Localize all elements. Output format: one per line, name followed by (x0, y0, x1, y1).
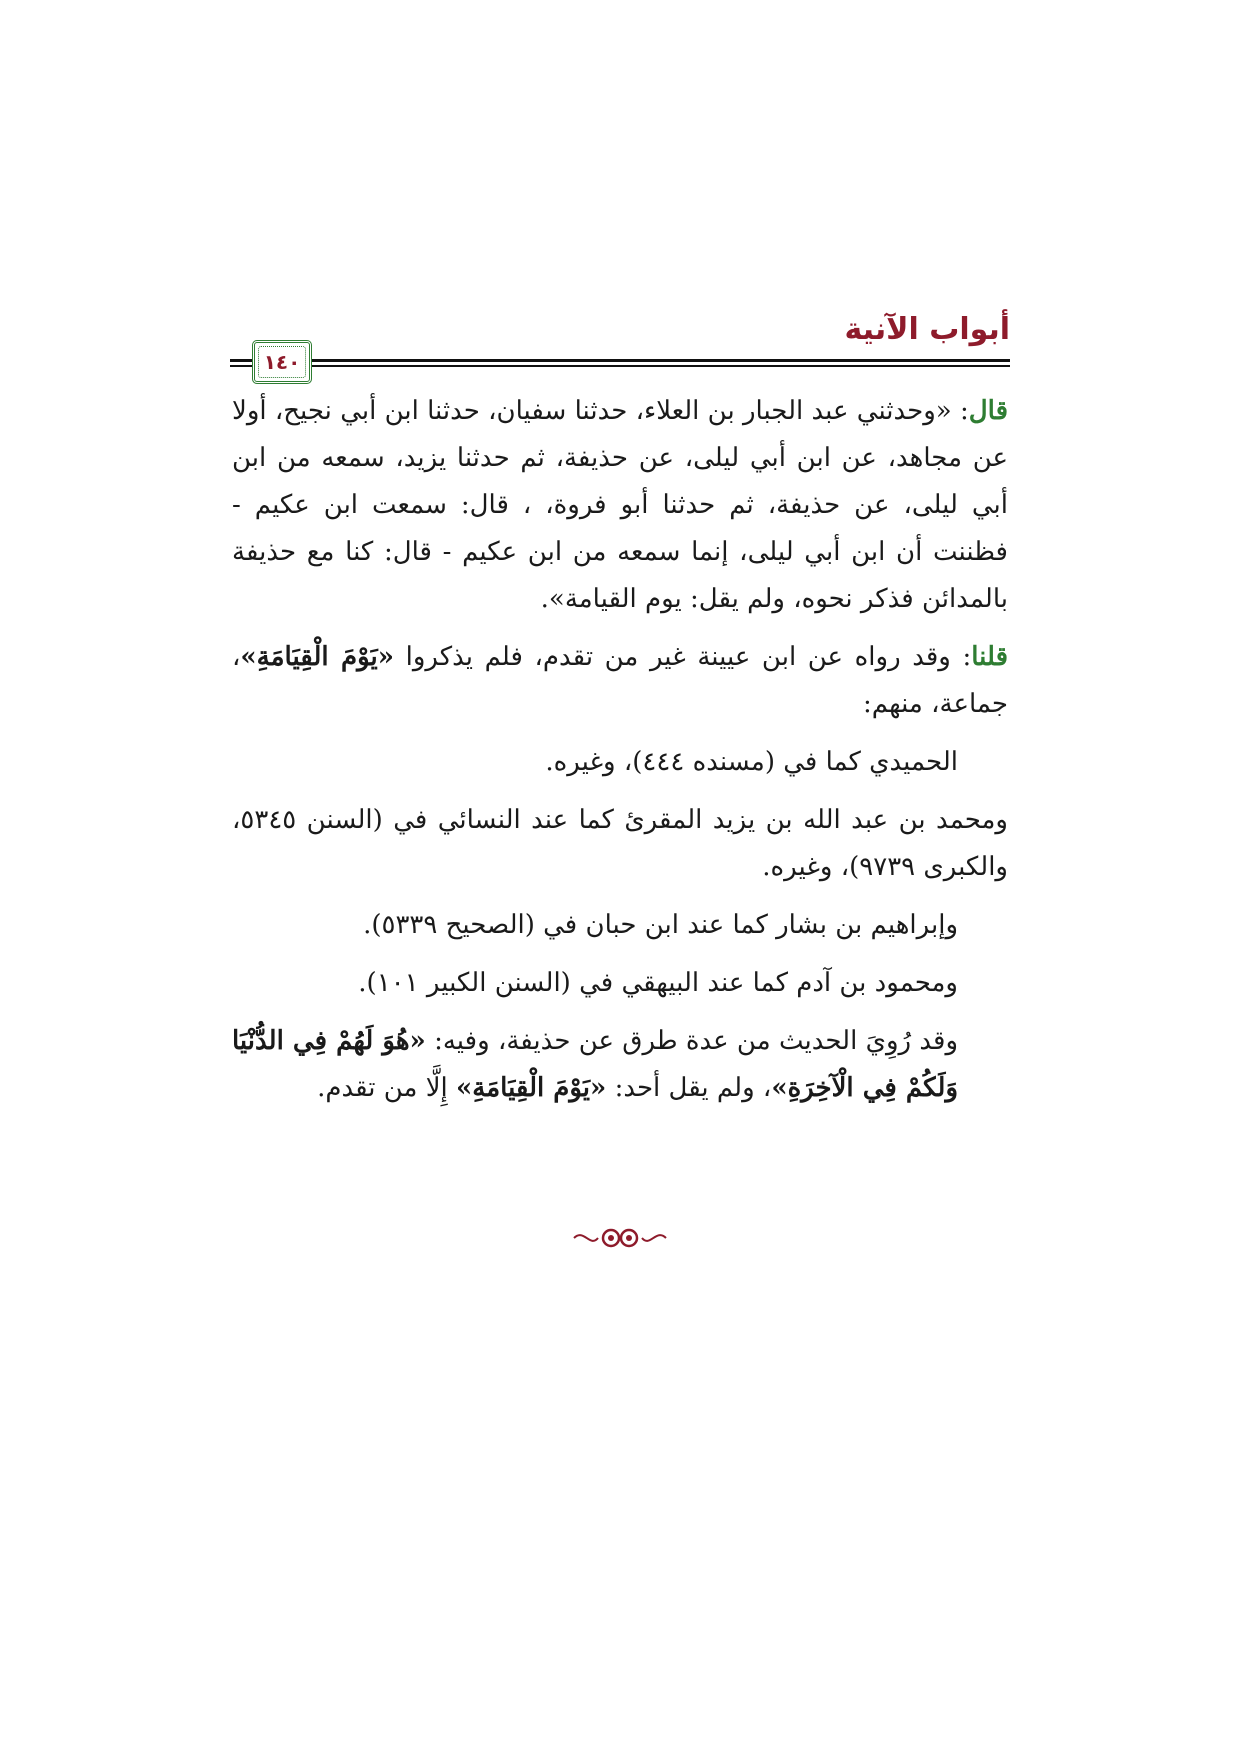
paragraph-text: : وقد رواه عن ابن عيينة غير من تقدم، فلم يذكروا (405, 642, 972, 672)
page-number-badge (252, 340, 312, 384)
paragraph-lead: قال (968, 396, 1008, 426)
paragraph-text: ، ولم يقل أحد: (614, 1073, 772, 1103)
section-end-ornament-icon (570, 1225, 670, 1251)
header-rule-thick (230, 359, 1010, 362)
quoted-phrase: «يَوْمَ الْقِيَامَةِ» (240, 642, 394, 672)
paragraph-text: ومحمود بن آدم كما عند البيهقي في (السنن الكبير ١٠١). (358, 968, 958, 998)
paragraph-lead: قلنا (971, 642, 1009, 672)
page-body (232, 388, 1008, 1123)
paragraph-text: الحميدي كما في (مسنده ٤٤٤)، وغيره. (545, 747, 958, 777)
paragraph-5 (232, 902, 1008, 949)
paragraph-text: وقد رُوِيَ الحديث من عدة طرق عن حذيفة، وفيه: (434, 1026, 959, 1056)
header-rule-thin (230, 365, 1010, 367)
quoted-phrase: «هُوَ لَهُمْ فِي الدُّنْيَا وَلَكُمْ فِي الْآخِرَةِ» (232, 1026, 958, 1103)
quoted-phrase: «يَوْمَ الْقِيَامَةِ» (456, 1073, 607, 1103)
page-number: ١٤٠ (263, 350, 301, 374)
paragraph-6 (232, 960, 1008, 1007)
paragraph-4 (232, 797, 1008, 891)
paragraph-7 (232, 1018, 1008, 1112)
paragraph-1 (232, 388, 1008, 623)
paragraph-text: : «وحدثني عبد الجبار بن العلاء، حدثنا سفيان، حدثنا ابن أبي نجيح، أولا عن مجاهد، عن ابن أبي ليلى، عن حذيفة، ثم حدثنا يزيد، سمعه من ابن أبي ليلى، عن حذيفة، ثم حدثنا أبو فروة، ، قال: سمعت ابن عكيم - فظننت أن ابن أبي ليلى، إنما سمعه من ابن عكيم - قال: كنا مع حذيفة بالمدائن فذكر نحوه، ولم يقل: يوم القيامة». (232, 396, 1009, 614)
page-header (230, 310, 1010, 385)
paragraph-text: إِلَّا من تقدم. (317, 1073, 448, 1103)
paragraph-2 (232, 634, 1008, 728)
paragraph-text: ، جماعة، منهم: (232, 642, 1008, 719)
paragraph-3 (232, 739, 1008, 786)
paragraph-text: ومحمد بن عبد الله بن يزيد المقرئ كما عند النسائي في (السنن ٥٣٤٥، والكبرى ٩٧٣٩)، وغيره. (232, 805, 1008, 882)
running-title: أبواب الآنية (844, 312, 1010, 347)
paragraph-text: وإبراهيم بن بشار كما عند ابن حبان في (الصحيح ٥٣٣٩). (363, 910, 958, 940)
